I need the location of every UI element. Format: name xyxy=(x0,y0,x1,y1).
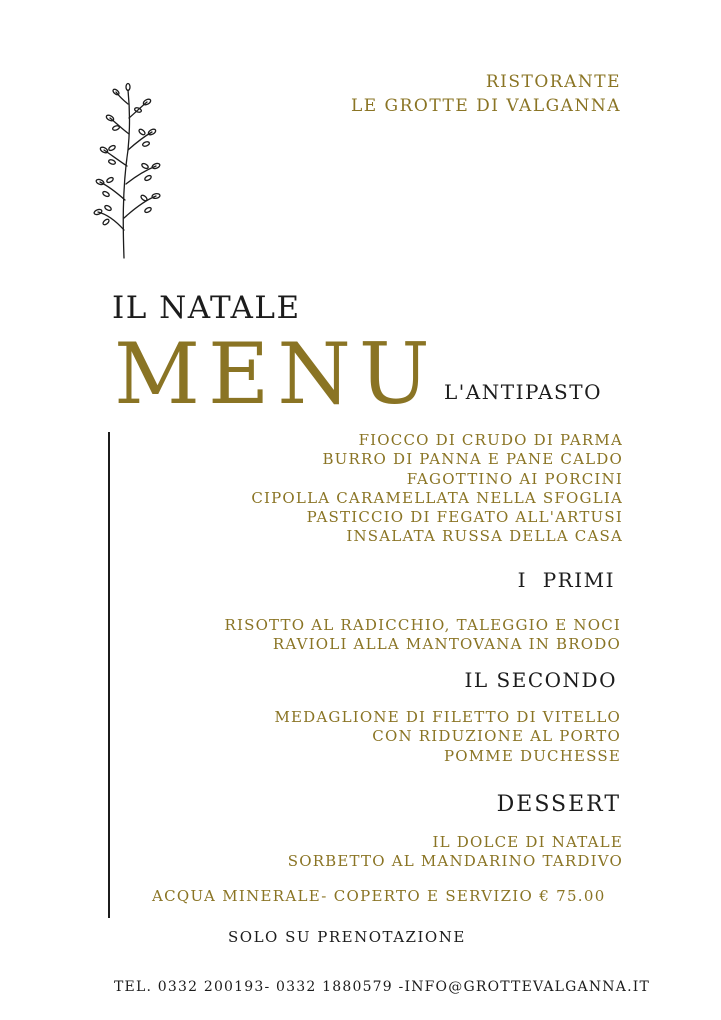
dessert-items xyxy=(288,833,623,872)
menu-item: CON RIDUZIONE AL PORTO xyxy=(372,727,621,746)
section-heading-secondo: IL SECONDO xyxy=(464,668,617,692)
restaurant-line-2: LE GROTTE DI VALGANNA xyxy=(350,96,621,116)
menu-item: MEDAGLIONE DI FILETTO DI VITELLO xyxy=(274,708,621,726)
vertical-divider xyxy=(108,432,110,918)
reservation-note: SOLO SU PRENOTAZIONE xyxy=(228,928,466,946)
menu-item: RISOTTO AL RADICCHIO, TALEGGIO E NOCI xyxy=(224,616,621,634)
menu-item: BURRO DI PANNA E PANE CALDO xyxy=(322,450,623,469)
menu-subtitle: IL NATALE xyxy=(112,290,301,326)
contact-info: TEL. 0332 200193- 0332 1880579 -INFO@GROTTEVALGANNA.IT xyxy=(114,979,650,995)
section-heading-primi: I PRIMI xyxy=(517,568,615,592)
menu-item: PASTICCIO DI FEGATO ALL'ARTUSI xyxy=(306,508,623,527)
menu-item: FAGOTTINO AI PORCINI xyxy=(406,469,623,488)
olive-sprig-icon xyxy=(90,80,170,260)
restaurant-line-1: RISTORANTE xyxy=(485,72,621,92)
section-heading-dessert: DESSERT xyxy=(496,792,621,817)
antipasto-items xyxy=(251,431,623,547)
menu-item: FIOCCO DI CRUDO DI PARMA xyxy=(358,431,623,449)
menu-item: RAVIOLI ALLA MANTOVANA IN BRODO xyxy=(272,635,621,654)
restaurant-name xyxy=(351,70,621,118)
menu-item: IL DOLCE DI NATALE xyxy=(432,833,623,851)
section-heading-antipasto: L'ANTIPASTO xyxy=(444,380,602,404)
secondo-items xyxy=(274,708,621,766)
menu-title: MENU xyxy=(114,325,438,423)
menu-item: POMME DUCHESSE xyxy=(443,746,621,765)
menu-item: CIPOLLA CARAMELLATA NELLA SFOGLIA xyxy=(251,488,623,507)
primi-items xyxy=(224,616,621,655)
menu-item: SORBETTO AL MANDARINO TARDIVO xyxy=(287,852,623,871)
price-line: ACQUA MINERALE- COPERTO E SERVIZIO € 75.00 xyxy=(152,887,606,905)
menu-item: INSALATA RUSSA DELLA CASA xyxy=(346,527,623,546)
